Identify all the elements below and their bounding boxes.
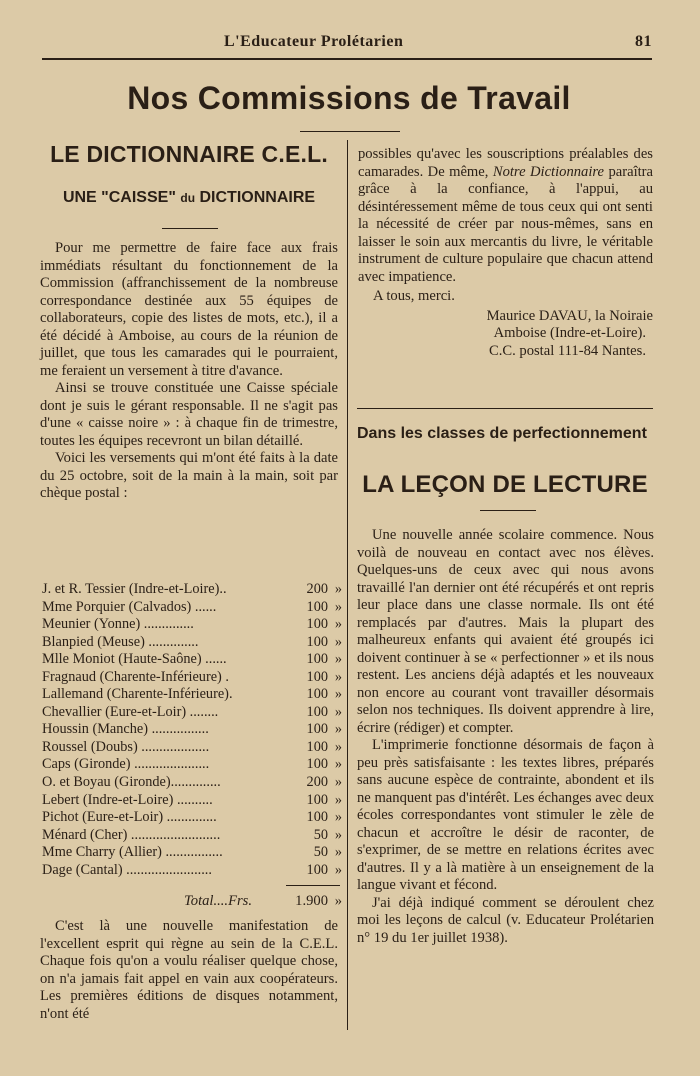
ditto-mark: » [334,738,342,755]
ditto-mark: » [334,721,342,738]
donation-row [42,634,342,652]
donor-name: O. et Boyau (Gironde).............. [42,774,221,791]
donation-amount: 100 [306,686,328,703]
donor-name: Lebert (Indre-et-Loire) .......... [42,791,213,808]
donation-amount: 100 [306,668,328,685]
total-ditto: » [334,893,342,909]
donation-row [42,721,342,739]
donation-row [42,739,342,757]
donation-row [42,599,342,617]
ditto-mark: » [334,756,342,773]
page-number: 81 [635,33,652,50]
title-underline [300,131,400,132]
donor-name: Blanpied (Meuse) .............. [42,633,199,650]
column-divider [347,140,348,1030]
donation-amount: 100 [306,791,328,808]
donation-row [42,651,342,669]
ditto-mark: » [334,633,342,650]
paragraph-2: Ainsi se trouve constituée une Caisse spéciale dont je suis le gérant responsable. Il ne s'agit pas d'une « caisse noire » : à chaque fin de trimestre, toutes les équipes recevront un bilan détaillé. [40,380,338,449]
subheading-part-a: UNE "CAISSE" [62,188,176,206]
right-column-body [357,527,654,947]
donation-row [42,862,342,880]
donation-row [42,792,342,810]
donor-name: Meunier (Yonne) .............. [42,616,194,633]
lecture-paragraph-3: J'ai déjà indiqué comment se déroulent chez moi les leçons de calcul (v. Educateur Prolétarien n° 19 du 1er juillet 1938). [357,894,654,946]
right-column-top [358,146,653,360]
dictionary-title: Notre Dictionnaire [492,163,605,180]
ditto-mark: » [334,861,342,878]
donation-row [42,581,342,599]
donation-amount: 50 [313,844,328,861]
section-kicker: Dans les classes de perfectionnement [357,425,647,442]
total-row [42,893,342,911]
ditto-mark: » [334,581,342,597]
ditto-mark: » [334,686,342,703]
total-rule [286,885,340,886]
total-label: Total....Frs. [184,893,252,909]
journal-title: L'Educateur Prolétarien [224,33,404,50]
subheading [40,189,338,208]
total-value: 1.900 [295,893,328,909]
donation-amount: 100 [306,703,328,720]
thanks-line: A tous, merci. [373,288,455,304]
donation-amount: 200 [306,581,328,597]
ditto-mark: » [334,703,342,720]
donation-amount: 100 [306,616,328,633]
ditto-mark: » [334,668,342,685]
ditto-mark: » [334,844,342,861]
ditto-mark: » [334,826,342,843]
ditto-mark: » [334,774,342,791]
subheading-part-b: du [180,190,196,205]
signature-address: Amboise (Indre-et-Loire). [493,325,646,341]
donor-name: Mme Charry (Allier) ................ [42,844,223,861]
donor-name: J. et R. Tessier (Indre-et-Loire).. [42,581,227,597]
donor-name: Roussel (Doubs) ................... [42,738,210,755]
donor-name: Chevallier (Eure-et-Loir) ........ [42,703,219,720]
ditto-mark: » [334,616,342,633]
donation-amount: 100 [306,809,328,826]
donor-name: Dage (Cantal) ........................ [42,861,212,878]
right-section-rule [357,408,653,409]
ditto-mark: » [334,651,342,668]
donation-row [42,844,342,862]
donation-row [42,616,342,634]
paragraph-1: Pour me permettre de faire face aux frais immédiats résultant du fonctionnement de la Commission (affranchissement de la nombreuse correspondance destinée aux 55 équipes de collaborateurs, copie des listes de mots, etc.), il a été décidé à Amboise, au cours de la réunion de juillet, que tous les camarades qui le pourraient, me feraient un versement à titre d'avance. [40,240,338,379]
lecture-paragraph-2: L'imprimerie fonctionne désormais de façon à peu près satisfaisante : les textes libres, préparés sans aucune espèce de contrainte, abondent et ils ne manquent pas d'intérêt. Les échanges avec deux écoles correspondantes vont stimuler le zèle de chacun et accroître le désir de raconter, de s'exprimer, de se mettre en relations écrites avec d'autres. Il y a là matière à un enseignement de la langue vivant et fécond. [357,737,654,893]
paragraph-4: C'est là une nouvelle manifestation de l'excellent esprit qui règne au sein de la C.E.L. Chaque fois qu'on a voulu réaliser quelque chose, on n'a jamais fait appel en vain aux coopérateurs. Les premières éditions de disques notamment, n'ont été [40,918,338,1022]
donor-name: Ménard (Cher) ......................... [42,826,221,843]
donor-name: Lallemand (Charente-Inférieure). [42,686,233,703]
lecture-paragraph-1: Une nouvelle année scolaire commence. Nous voilà de nouveau en contact avec nos élèves. Quelques-uns de ceux avec qui nous avons travaillé l'an dernier ont été récupérés et ont repris leur place dans une classe normale. Ils ont été remplacés par d'autres. Mais la plupart des malheureux enfants qui avaient été groupés ici doivent continuer à se « perfectionner » et ils nous restent. Les anciens déjà adaptés et les nouveaux non encore au courant vont travailler désormais selon nos techniques. Ils doivent apprendre à lire, écrire (rédiger) et compter. [357,527,654,736]
donation-amount: 50 [313,826,328,843]
donor-name: Fragnaud (Charente-Inférieure) . [42,668,229,685]
donation-amount: 100 [306,738,328,755]
left-column [40,141,338,207]
section-title: LA LEÇON DE LECTURE [362,471,648,498]
continuation-paragraph [358,146,653,286]
left-heading: LE DICTIONNAIRE C.E.L. [50,141,328,167]
left-closing [40,918,338,1023]
signature-block [358,308,653,361]
donation-amount: 100 [306,756,328,773]
running-header [46,33,652,55]
left-intro [40,240,338,503]
continuation-text-a: possibles qu'avec les souscriptions préalables des camarades. De même, [358,146,653,180]
donation-row [42,704,342,722]
donation-row [42,756,342,774]
donation-row [42,669,342,687]
donation-list [42,581,342,879]
donation-row [42,809,342,827]
donation-row [42,774,342,792]
section-title-underline [480,510,536,511]
donor-name: Pichot (Eure-et-Loir) .............. [42,809,217,826]
donor-name: Houssin (Manche) ................ [42,721,209,738]
continuation-text-b: paraîtra grâce à la confiance, à l'appui, au désintéressement même de tous ceux qui ont senti la nécessité de créer par nous-mêmes, sans en laisser le soin aux mercantis du livre, le véritable instrument de culture populaire que chacun attend avec impatience. [358,163,654,285]
donation-row [42,686,342,704]
subheading-part-c: DICTIONNAIRE [199,188,316,206]
ditto-mark: » [334,598,342,615]
donor-name: Mme Porquier (Calvados) ...... [42,598,217,615]
signature-name: Maurice DAVAU, la Noiraie [486,307,653,324]
donation-amount: 100 [306,651,328,668]
ditto-mark: » [334,791,342,808]
donor-name: Caps (Gironde) ..................... [42,756,210,773]
donation-amount: 100 [306,721,328,738]
left-subheading-rule [162,228,218,229]
donation-amount: 200 [306,774,328,791]
main-title: Nos Commissions de Travail [127,80,571,116]
ditto-mark: » [334,809,342,826]
paragraph-3: Voici les versements qui m'ont été faits à la date du 25 octobre, soit de la main à la main, soit par chèque postal : [40,450,338,501]
donation-amount: 100 [306,861,328,878]
donation-amount: 100 [306,598,328,615]
signature-postal: C.C. postal 111-84 Nantes. [488,342,646,359]
donor-name: Mlle Moniot (Haute-Saône) ...... [42,651,227,668]
donation-amount: 100 [306,633,328,650]
donation-row [42,827,342,845]
header-rule [42,58,652,60]
